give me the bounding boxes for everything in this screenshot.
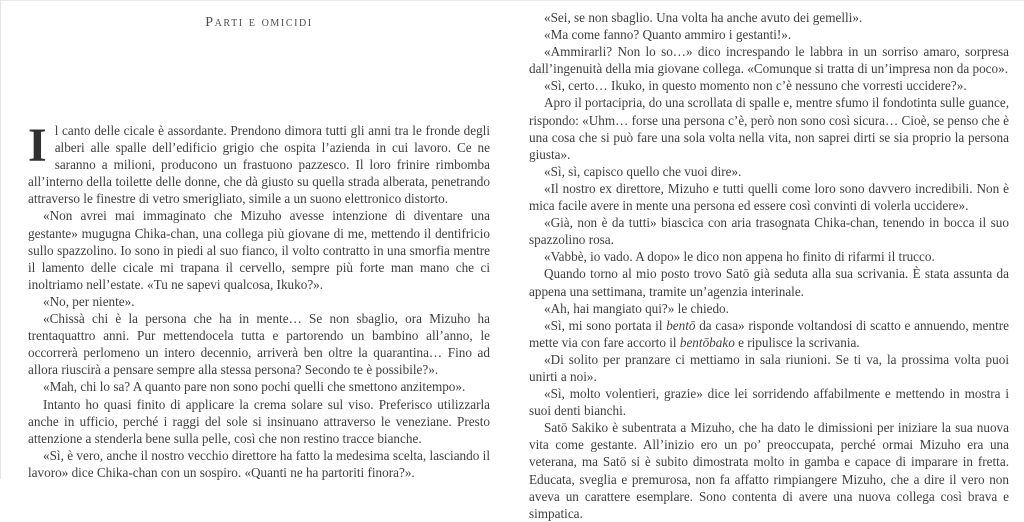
drop-cap: I — [28, 119, 47, 172]
paragraph: «Sì, è vero, anche il nostro vecchio direttore ha fatto la medesima scelta, lasciando il lavoro» dice Chika-chan con un sospiro. «Quanti ne ha partoriti finora?». — [28, 447, 490, 480]
chapter-title: Parti e omicidi — [205, 15, 313, 30]
paragraph: «Di solito per pranzare ci mettiamo in sala riunioni. Se ti va, la prossima volta puoi unirti a noi». — [529, 351, 1009, 384]
paragraph: Quando torno al mio posto trovo Satō già seduta alla sua scrivania. È stata assunta da appena una settimana, tramite un’agenzia interinale. — [529, 266, 1009, 299]
right-page-text-column — [529, 9, 1009, 522]
paragraph: «Il nostro ex direttore, Mizuho e tutti quelli come loro sono davvero incredibili. Non è mica facile avere in mente una persona ed essere così convinti di volerla uccidere». — [529, 180, 1009, 214]
paragraph: «Sì, molto volentieri, grazie» dice lei sorridendo affabilmente e mettendo in mostra i suoi denti bianchi. — [529, 386, 1009, 419]
paragraph: Apro il portacipria, do una scrollata di spalle e, mentre sfumo il fondotinta sulle guance, rispondo: «Uhm… forse una persona c’è, però non sono così sicura… Cioè, se penso che è una cosa che si può fare una sola volta nella vita, non saprei dirti se sia proprio la persona giusta». — [529, 95, 1009, 162]
paragraph: «Già, non è da tutti» biascica con aria trasognata Chika-chan, tenendo in bocca il suo spazzolino rosa. — [529, 215, 1009, 248]
paragraph: Intanto ho quasi finito di applicare la crema solare sul viso. Preferisco utilizzarla anche in ufficio, perché i raggi del sole si insinuano attraverso le veneziane. Presto attenzione a stenderla bene sulla pelle, così che non restino tracce bianche. — [28, 396, 490, 446]
paragraph: «Mah, chi lo sa? A quanto pare non sono pochi quelli che smettono anzitempo». — [43, 379, 466, 395]
paragraph: «Vabbè, io vado. A dopo» le dico non appena ho finito di rifarmi il trucco. — [544, 249, 935, 265]
left-page-text-column — [28, 119, 490, 481]
paragraph: «Sì, mi sono portata il bentō da casa» risponde voltandosi di scatto e annuendo, mentre mette via con fare accorto il bentōbako e ripulisce la scrivania. — [529, 317, 1009, 350]
paragraph: «Ma come fanno? Quanto ammiro i gestanti!». — [544, 27, 792, 43]
paragraph: «Ammirarli? Non lo so…» dico increspando le labbra in un sorriso amaro, sorpresa dall’ingenuità della mia giovane collega. «Comunque si tratta di un’impresa non da poco». — [529, 44, 1009, 77]
paragraph: «Sì, certo… Ikuko, in questo momento non c’è nessuno che vorresti uccidere?». — [544, 78, 967, 94]
paragraph: Satō Sakiko è subentrata a Mizuho, che ha dato le dimissioni per iniziare la sua nuova vita come gestante. All’inizio ero un po’ preoccupata, perché ormai Mizuho era una veterana, ma Satō si è subito dimostrata molto in gamba e capace di imparare in fretta. Educata, sveglia e premurosa, non fa affatto rimpiangere Mizuho, che a dire il vero non aveva un carattere esemplare. Sono contenta di avere una nuova collega così brava e simpatica. — [529, 420, 1009, 521]
paragraph: Il canto delle cicale è assordante. Prendono dimora tutti gli anni tra le fronde degli alberi alle spalle dell’edificio grigio che ospita l’azienda in cui lavoro. Ce ne saranno a milioni, producono un frastuono pazzesco. Il loro frinire rimbomba all’interno della toilette delle donne, che dà giusto su quella strada alberata, penetrando attraverso le finestre di vetro smerigliato, simile a un suono elettronico distorto. — [28, 119, 490, 207]
window-edge-top — [0, 0, 1024, 1]
window-edge-left — [0, 0, 1, 479]
paragraph: «Sì, sì, capisco quello che vuoi dire». — [544, 163, 742, 179]
paragraph: «No, per niente». — [43, 293, 135, 309]
paragraph: «Non avrei mai immaginato che Mizuho avesse intenzione di diventare una gestante» mugugna Chika-chan, una collega più giovane di me, mettendo il dentifricio sullo spazzolino. Io sono in piedi al suo fianco, il volto contratto in una smorfia mentre il lamento delle cicale mi trapana il cervello, sempre più forte man mano che ci inoltriamo nell’estate. «Tu ne sapevi qualcosa, Ikuko?». — [28, 208, 490, 292]
paragraph: «Sei, se non sbaglio. Una volta ha anche avuto dei gemelli». — [544, 10, 863, 25]
paragraph: «Chissà chi è la persona che ha in mente… Se non sbaglio, ora Mizuho ha trentaquattro anni. Pur mettendocela tutta e partorendo un bambino all’anno, le occorrerà perlomeno un intero decennio, arriverà ben oltre la quarantina… Fino ad allora riuscirà a pensare sempre alla stessa persona? Secondo te è possibile?». — [28, 311, 490, 378]
paragraph: «Ah, hai mangiato qui?» le chiedo. — [544, 300, 729, 316]
